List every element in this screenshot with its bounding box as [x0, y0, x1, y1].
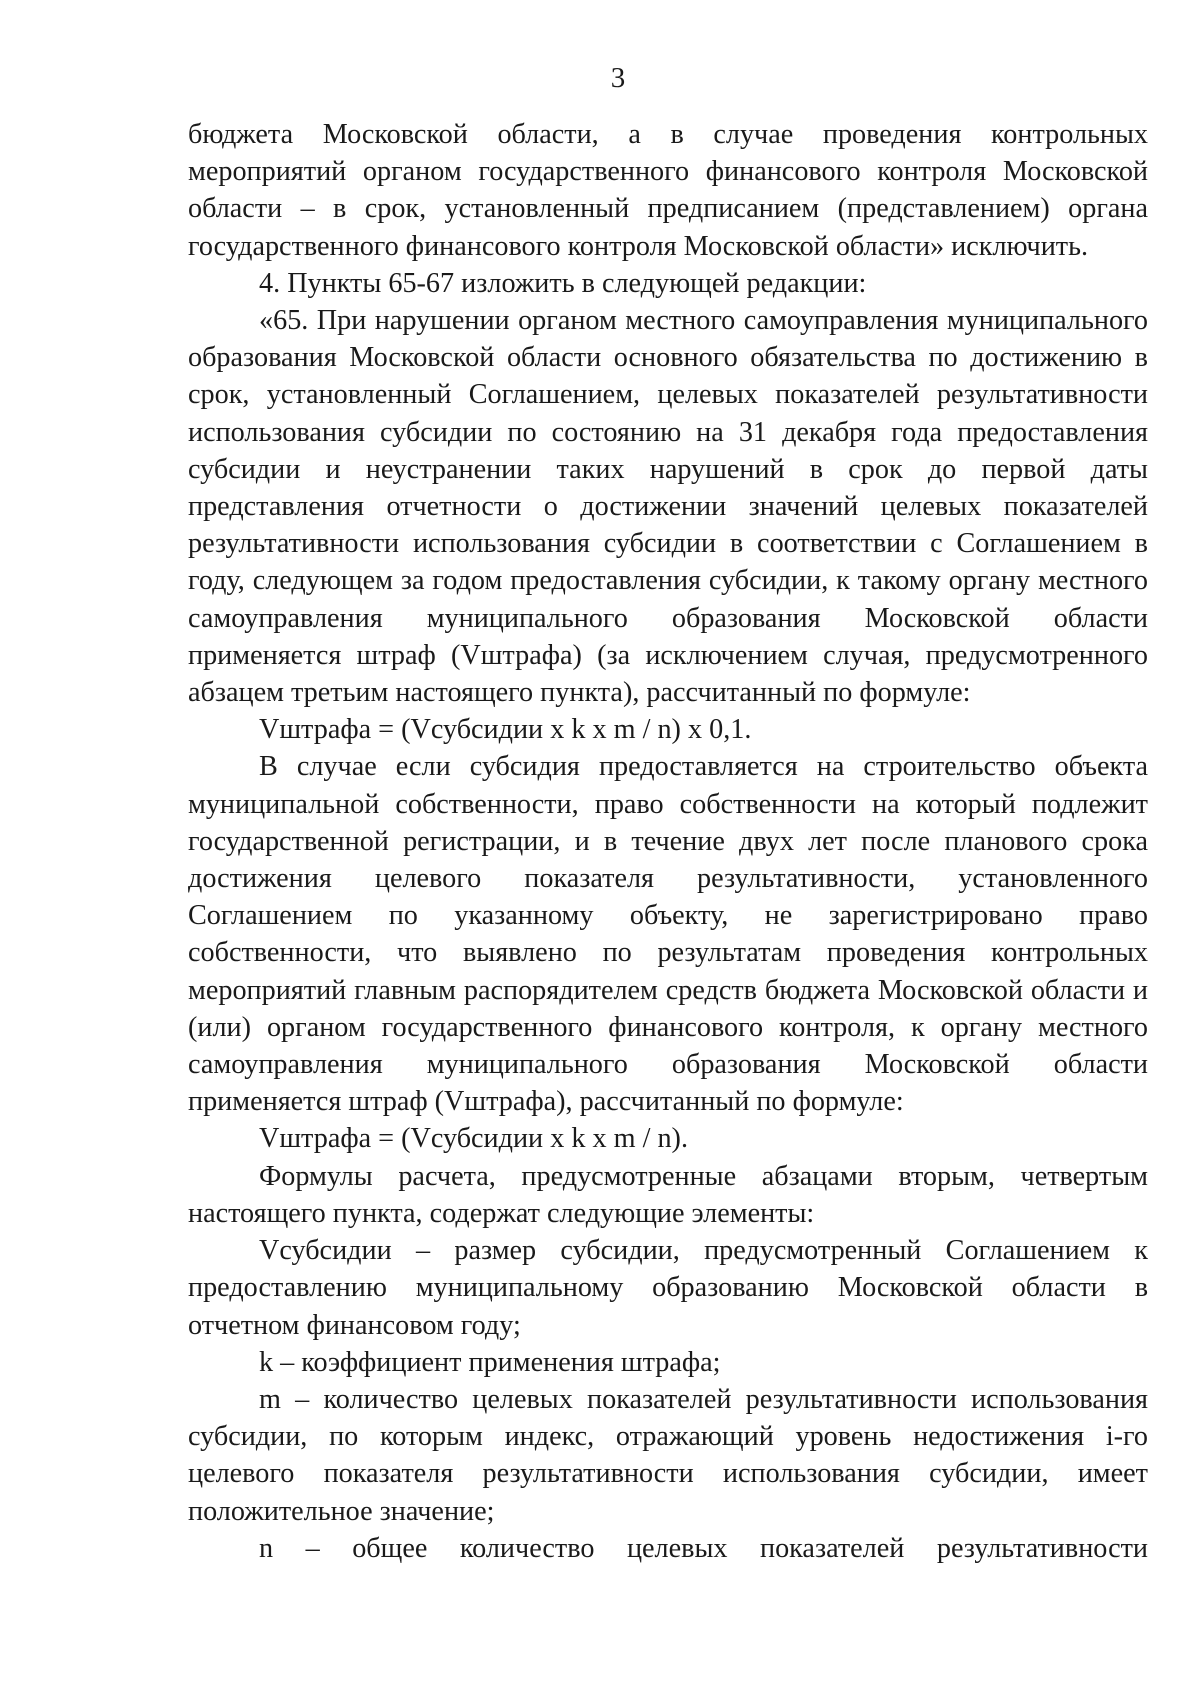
definition-k: k – коэффициент применения штрафа;: [259, 1346, 721, 1378]
paragraph-continuation: бюджета Московской области, а в случае проведения контрольных мероприятий органом государственного финансового контроля Московской области – в срок, установленный предписанием (представлением) органа государственного финансового контроля Московской области» исключить.: [188, 119, 1148, 262]
formula-penalty-2: Vштрафа = (Vсубсидии х k х m / n).: [259, 1123, 688, 1155]
paragraph-clause-65: «65. При нарушении органом местного самоуправления муниципального образования Московской области основного обязательства по достижению в срок, установленный Соглашением, целевых показателей результативности использования субсидии по состоянию на 31 декабря года предоставления субсидии и неустранении таких нарушений в срок до первой даты представления отчетности о достижении значений целевых показателей результативности использования субсидии в соответствии с Соглашением в году, следующем за годом предоставления субсидии, к такому органу местного самоуправления муниципального образования Московской области применяется штраф (Vштрафа) (за исключением случая, предусмотренного абзацем третьим настоящего пункта), рассчитанный по формуле:: [188, 305, 1148, 709]
page-number: 3: [610, 62, 626, 94]
definition-m: m – количество целевых показателей результативности использования субсидии, по которым индекс, отражающий уровень недостижения i-го целевого показателя результативности использования субсидии, имеет положительное значение;: [188, 1383, 1148, 1527]
definition-n: n – общее количество целевых показателей результативности: [259, 1532, 1148, 1564]
paragraph-item-4: 4. Пункты 65-67 изложить в следующей редакции:: [259, 267, 867, 299]
paragraph-construction-case: В случае если субсидия предоставляется на строительство объекта муниципальной собственности, право собственности на который подлежит государственной регистрации, и в течение двух лет после планового срока достижения целевого показателя результативности, установленного Соглашением по указанному объекту, не зарегистрировано право собственности, что выявлено по результатам проведения контрольных мероприятий главным распорядителем средств бюджета Московской области и (или) органом государственного финансового контроля, к органу местного самоуправления муниципального образования Московской области применяется штраф (Vштрафа), рассчитанный по формуле:: [188, 751, 1148, 1118]
document-body: [188, 116, 1148, 1567]
paragraph-formula-elements: Формулы расчета, предусмотренные абзацами вторым, четвертым настоящего пункта, содержат следующие элементы:: [188, 1160, 1148, 1229]
formula-penalty-1: Vштрафа = (Vсубсидии х k х m / n) х 0,1.: [259, 714, 752, 746]
definition-v-subsidy: Vсубсидии – размер субсидии, предусмотренный Соглашением к предоставлению муниципальному образованию Московской области в отчетном финансовом году;: [188, 1235, 1148, 1341]
